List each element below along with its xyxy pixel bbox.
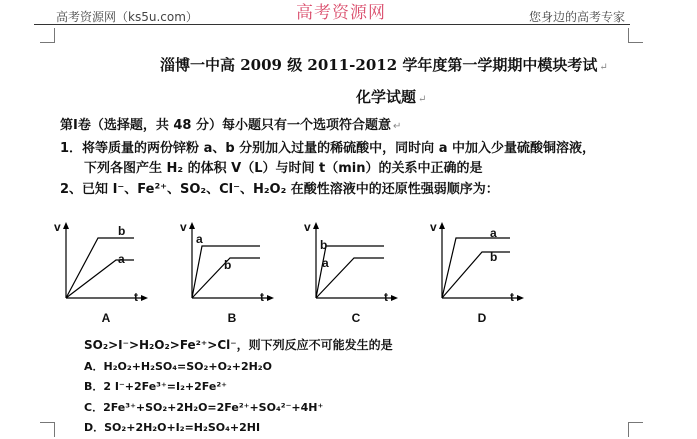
exam-title: 淄博一中高 2009 级 2011-2012 学年度第一学期期中模块考试 ↵	[160, 56, 608, 74]
page-header	[0, 0, 697, 40]
x-axis-arrow	[141, 295, 148, 301]
curve-b	[66, 238, 134, 298]
paragraph-mark: ↵	[392, 121, 402, 132]
y-axis-arrow	[439, 222, 445, 229]
option-a: A．H₂O₂+H₂SO₄=SO₂+O₂+2H₂O	[84, 360, 272, 373]
graph-panel-a	[48, 212, 158, 330]
graph-caption: D	[477, 311, 487, 325]
y-axis-arrow	[63, 222, 69, 229]
question-2-context: SO₂>I⁻>H₂O₂>Fe²⁺>Cl⁻，则下列反应不可能发生的是	[84, 338, 393, 352]
question-1-line-2: 下列各图产生 H₂ 的体积 V（L）与时间 t（min）的关系中正确的是	[84, 161, 483, 176]
curve-b	[316, 246, 384, 298]
margin-corner-mark	[40, 422, 55, 437]
y-axis-label: v	[180, 220, 187, 234]
graph-panel-d	[424, 212, 534, 330]
graph-caption: B	[227, 311, 237, 325]
graph-panel-b	[174, 212, 284, 330]
curve-label-bottom: a	[118, 252, 125, 266]
paragraph-mark: ↵	[599, 62, 608, 73]
graph-row	[0, 212, 697, 330]
x-axis-label: t	[260, 290, 264, 304]
curve-b	[442, 252, 510, 298]
graph-panel-c	[298, 212, 408, 330]
curve-label-top: a	[196, 232, 203, 246]
x-axis-label: t	[134, 290, 138, 304]
option-b: B．2 I⁻+2Fe³⁺=I₂+2Fe²⁺	[84, 380, 227, 393]
curve-label-bottom: a	[322, 256, 329, 270]
y-axis-label: v	[304, 220, 311, 234]
option-c: C．2Fe³⁺+SO₂+2H₂O=2Fe²⁺+SO₄²⁻+4H⁺	[84, 401, 324, 414]
curve-label-bottom: b	[490, 250, 498, 264]
x-axis-arrow	[267, 295, 274, 301]
x-axis-arrow	[517, 295, 524, 301]
header-logo-text: 高考资源网	[296, 3, 386, 23]
exam-subtitle: 化学试题 ↵	[356, 88, 427, 106]
margin-corner-mark	[40, 28, 55, 43]
question-1-line-1: 1．将等质量的两份锌粉 a、b 分别加入过量的稀硫酸中，同时向 a 中加入少量硫酸铜溶液，	[60, 141, 596, 156]
y-axis-arrow	[189, 222, 195, 229]
curve-label-top: a	[490, 226, 497, 240]
x-axis-label: t	[510, 290, 514, 304]
paragraph-mark: ↵	[418, 94, 427, 105]
header-divider	[34, 24, 630, 25]
y-axis-label: v	[54, 220, 61, 234]
curve-label-bottom: b	[224, 258, 232, 272]
y-axis-label: v	[430, 220, 437, 234]
graph-caption: A	[101, 311, 111, 325]
header-left-text: 高考资源网（ks5u.com）	[56, 10, 198, 24]
curve-label-top: b	[320, 238, 328, 252]
section-heading: 第Ⅰ卷（选择题，共 48 分）每小题只有一个选项符合题意 ↵	[60, 118, 402, 133]
curve-a	[442, 238, 510, 298]
margin-corner-mark	[628, 28, 643, 43]
graph-caption: C	[351, 311, 361, 325]
option-d: D．SO₂+2H₂O+I₂=H₂SO₄+2HI	[84, 421, 261, 434]
margin-corner-mark	[628, 422, 643, 437]
curve-label-top: b	[118, 224, 126, 238]
x-axis-arrow	[391, 295, 398, 301]
y-axis-arrow	[313, 222, 319, 229]
question-2-stem: 2、已知 I⁻、Fe²⁺、SO₂、Cl⁻、H₂O₂ 在酸性溶液中的还原性强弱顺序为：	[60, 182, 499, 197]
x-axis-label: t	[384, 290, 388, 304]
curve-a	[192, 246, 260, 298]
header-right-text: 您身边的高考专家	[528, 10, 625, 24]
